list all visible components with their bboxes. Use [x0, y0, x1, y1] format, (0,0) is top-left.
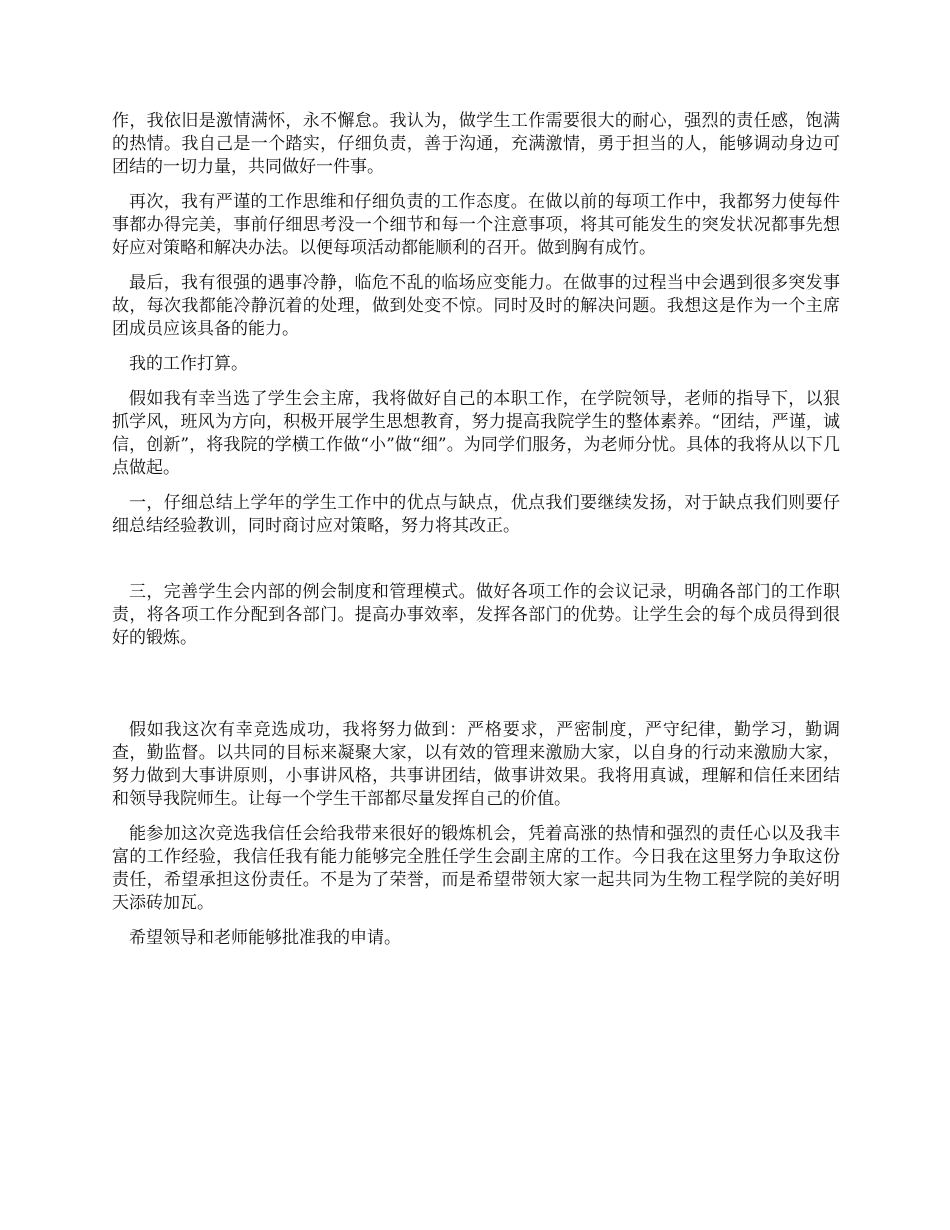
- paragraph-closing: 希望领导和老师能够批准我的申请。: [129, 928, 401, 948]
- paragraph-work-plan-heading: 我的工作打算。: [129, 354, 248, 374]
- paragraph-rigorous-thinking: 再次，我有严谨的工作思维和仔细负责的工作态度。在做以前的每项工作中，我都努力使每件事都办得完美，事前仔细思考没一个细节和每一个注意事项，将其可能发生的突发状况都事先想好应对策略和解决办法。以便每项活动都能顺利的召开。做到胸有成竹。: [112, 192, 840, 258]
- paragraph-if-elected: 假如我有幸当选了学生会主席，我将做好自己的本职工作，在学院领导，老师的指导下，以狠抓学风，班风为方向，积极开展学生思想教育，努力提高我院学生的整体素养。“团结，严谨，诚信，创新”，将我院的学横工作做“小”做“细”。为同学们服务，为老师分忧。具体的我将从以下几点做起。: [112, 389, 840, 478]
- paragraph-continuation: 作，我依旧是激情满怀，永不懈怠。我认为，做学生工作需要很大的耐心，强烈的责任感，饱满的热情。我自己是一个踏实，仔细负责，善于沟通，充满激情，勇于担当的人，能够调动身边可团结的一切力量，共同做好一件事。: [112, 111, 840, 177]
- document-body: [112, 110, 840, 962]
- paragraph-point-three: 三，完善学生会内部的例会制度和管理模式。做好各项工作的会议记录，明确各部门的工作职责，将各项工作分配到各部门。提高办事效率，发挥各部门的优势。让学生会的每个成员得到很好的锻炼。: [112, 582, 840, 648]
- paragraph-calm-under-pressure: 最后，我有很强的遇事冷静，临危不乱的临场应变能力。在做事的过程当中会遇到很多突发事故，每次我都能冷静沉着的处理，做到处变不惊。同时及时的解决问题。我想这是作为一个主席团成员应该具备的能力。: [112, 273, 840, 339]
- blank-gap: [112, 662, 840, 719]
- paragraph-point-one: 一，仔细总结上学年的学生工作中的优点与缺点，优点我们要继续发扬，对于缺点我们则要仔细总结经验教训，同时商讨应对策略，努力将其改正。: [112, 493, 840, 536]
- paragraph-opportunity: 能参加这次竞选我信任会给我带来很好的锻炼机会，凭着高涨的热情和强烈的责任心以及我丰富的工作经验，我信任我有能力能够完全胜任学生会副主席的工作。今日我在这里努力争取这份责任，希望承担这份责任。不是为了荣誉，而是希望带领大家一起共同为生物工程学院的美好明天添砖加瓦。: [112, 824, 840, 913]
- paragraph-commitments: 假如我这次有幸竞选成功，我将努力做到：严格要求，严密制度，严守纪律，勤学习，勤调查，勤监督。以共同的目标来凝聚大家，以有效的管理来激励大家，以自身的行动来激励大家，努力做到大事讲原则，小事讲风格，共事讲团结，做事讲效果。我将用真诚，理解和信任来团结和领导我院师生。让每一个学生干部都尽量发挥自己的价值。: [112, 720, 840, 809]
- blank-gap: [112, 550, 840, 581]
